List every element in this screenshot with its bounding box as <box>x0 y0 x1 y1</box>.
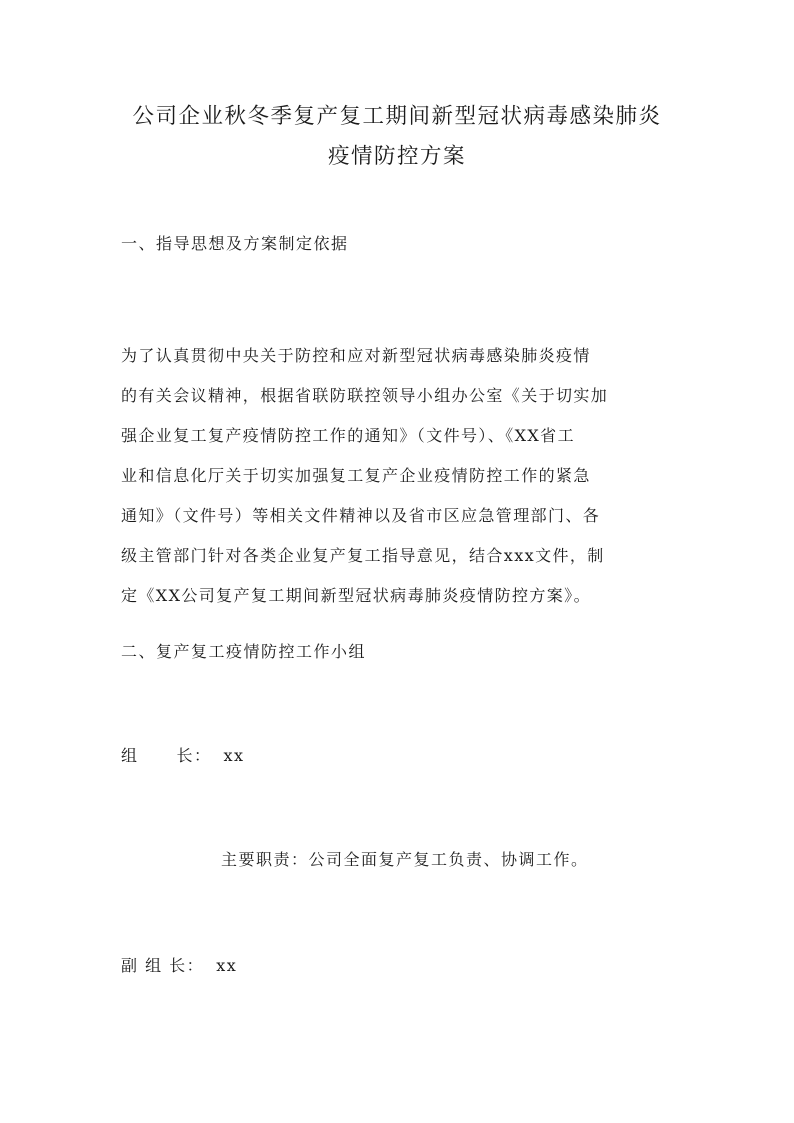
paragraph-line: 通知》（文件号）等相关文件精神以及省市区应急管理部门、各 <box>121 506 601 525</box>
deputy-value: xx <box>216 956 238 975</box>
leader-label-a: 组 <box>121 746 139 765</box>
title-line-2: 疫情防控方案 <box>327 144 466 169</box>
section-2-heading: 二、复产复工疫情防控工作小组 <box>121 642 367 661</box>
paragraph-line: 为了认真贯彻中央关于防控和应对新型冠状病毒感染肺炎疫情 <box>121 346 591 365</box>
paragraph-line: 的有关会议精神，根据省联防联控领导小组办公室《关于切实加 <box>121 386 609 405</box>
deputy-label: 副 组 长： <box>121 956 205 975</box>
title-line-1: 公司企业秋冬季复产复工期间新型冠状病毒感染肺炎 <box>132 104 662 129</box>
section-1-heading: 一、指导思想及方案制定依据 <box>121 234 349 253</box>
leader-duty: 主要职责：公司全面复产复工负责、协调工作。 <box>221 850 589 869</box>
paragraph-1 <box>121 336 676 616</box>
document-title <box>110 97 684 177</box>
paragraph-line: 定《XX公司复产复工期间新型冠状病毒肺炎疫情防控方案》。 <box>121 586 591 605</box>
leader-label-b: 长： <box>176 746 212 765</box>
leader-value: xx <box>223 746 245 765</box>
leader-line <box>121 745 245 767</box>
paragraph-line: 强企业复工复产疫情防控工作的通知》（文件号）、《XX省工 <box>121 426 575 445</box>
paragraph-line: 业和信息化厅关于切实加强复工复产企业疫情防控工作的紧急 <box>121 466 591 485</box>
deputy-line <box>121 955 237 977</box>
paragraph-line: 级主管部门针对各类企业复产复工指导意见，结合xxx文件，制 <box>121 546 605 565</box>
